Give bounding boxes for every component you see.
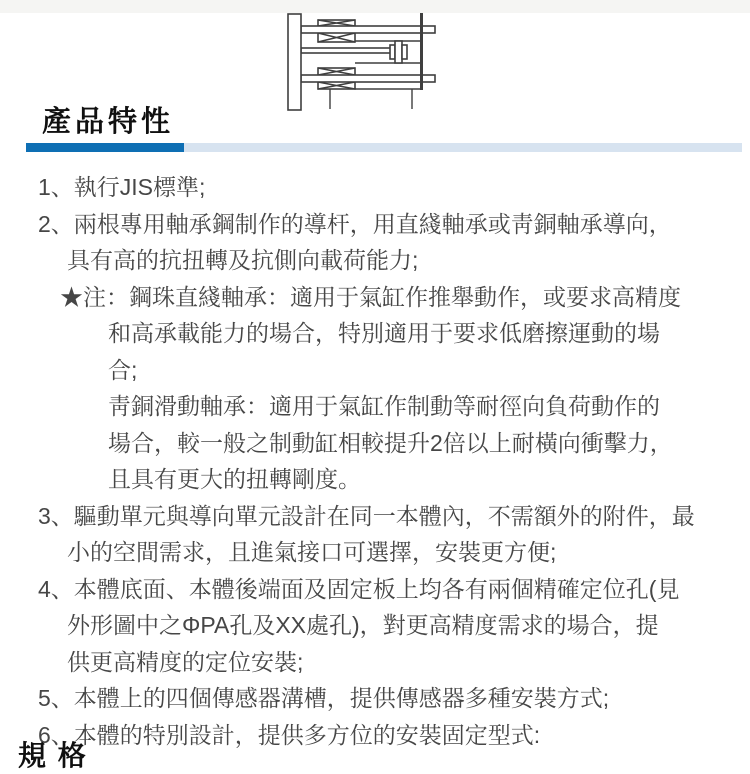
feature-line: 和高承載能力的場合，特別適用于要求低磨擦運動的場	[108, 320, 660, 346]
feature-line: 供更高精度的定位安裝;	[67, 648, 304, 675]
feature-line: 小的空間需求，且進氣接口可選擇，安裝更方便;	[67, 539, 557, 565]
feature-line: 5、本體上的四個傳感器溝槽，提供傳感器多種安裝方式;	[38, 685, 610, 711]
piston	[390, 41, 407, 63]
feature-line: 4、本體底面、本體後端面及固定板上均各有兩個精確定位孔(見	[38, 575, 680, 602]
bottom-guide-rod	[301, 75, 435, 82]
feature-line: 6、本體的特別設計，提供多方位的安裝固定型式:	[38, 721, 541, 748]
feature-line: 且具有更大的扭轉剛度。	[108, 466, 361, 492]
feature-line: 具有高的抗扭轉及抗側向載荷能力;	[67, 247, 419, 273]
feature-line: 外形圖中之ΦPA孔及XX處孔)，對更高精度需求的場合，提	[67, 612, 659, 638]
left-mounting-plate	[288, 14, 301, 110]
feature-line: 合;	[108, 356, 138, 383]
section-title-specs: 規 格	[18, 740, 88, 771]
feature-line: 3、驅動單元與導向單元設計在同一本體內，不需額外的附件，最	[38, 502, 695, 529]
feature-line: 靑銅滑動軸承：適用于氣缸作制動等耐徑向負荷動作的	[108, 393, 660, 419]
top-guide-rod	[301, 26, 435, 33]
feature-line: 場合，較一般之制動缸相較提升2倍以上耐橫向衝擊力，	[108, 429, 673, 456]
feature-line: 1、執行JIS標準;	[38, 174, 206, 200]
title-underline-accent	[26, 143, 184, 152]
section-leader-lines	[330, 89, 412, 109]
piston-rod	[301, 48, 391, 53]
section-title-features: 產品特性	[42, 106, 175, 138]
feature-list	[0, 169, 750, 753]
feature-line: ★注：鋼珠直綫軸承：適用于氣缸作推舉動作，或要求高精度	[60, 283, 681, 310]
title-underline	[26, 143, 742, 152]
feature-line: 2、兩根專用軸承鋼制作的導杆，用直綫軸承或靑銅軸承導向，	[38, 210, 672, 237]
cylinder-cross-section-diagram	[280, 12, 450, 112]
